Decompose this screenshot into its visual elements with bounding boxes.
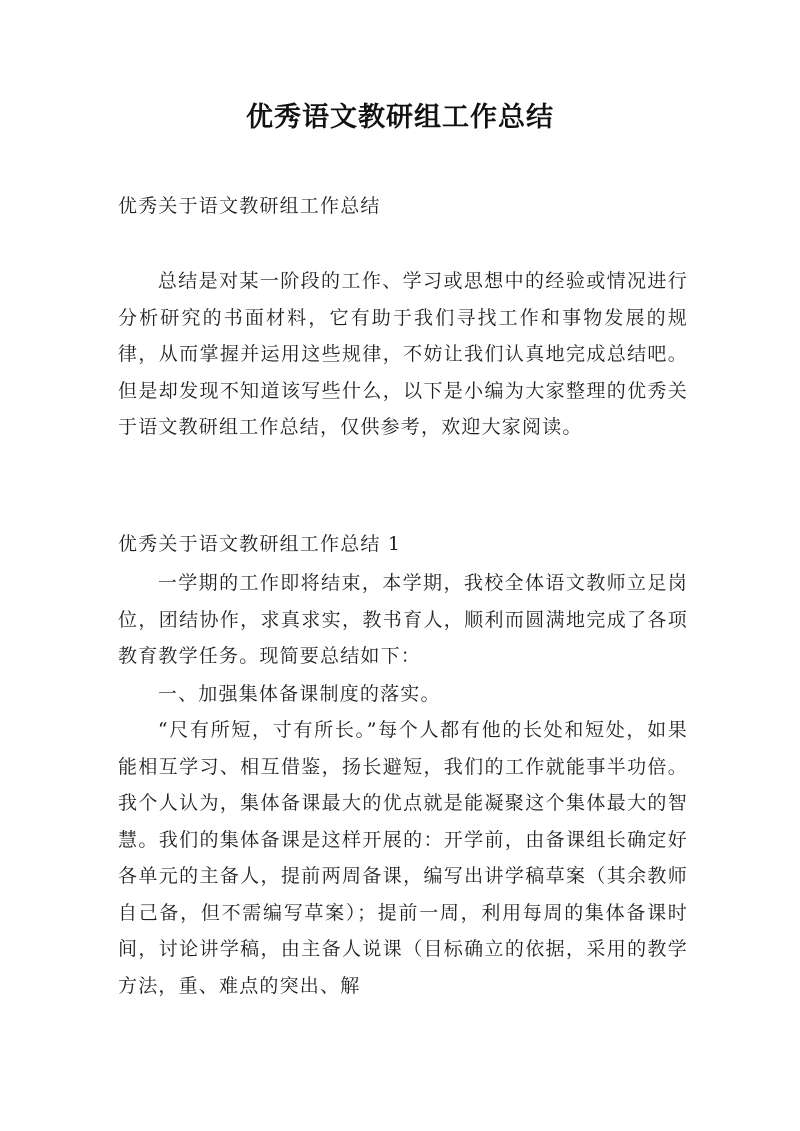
list-item-1: 一、加强集体备课制度的落实。 bbox=[157, 683, 441, 705]
document-subtitle: 优秀关于语文教研组工作总结 bbox=[118, 195, 381, 217]
document-title: 优秀语文教研组工作总结 bbox=[246, 102, 554, 133]
body-paragraph-1: 一学期的工作即将结束，本学期，我校全体语文教师立足岗位，团结协作，求真求实，教书育人，顺利而圆满地完成了各项教育教学任务。现简要总结如下： bbox=[118, 572, 688, 667]
intro-paragraph: 总结是对某一阶段的工作、学习或思想中的经验或情况进行分析研究的书面材料，它有助于我们寻找工作和事物发展的规律，从而掌握并运用这些规律，不妨让我们认真地完成总结吧。但是却发现不知道该写些什么，以下是小编为大家整理的优秀关于语文教研组工作总结，仅供参考，欢迎大家阅读。 bbox=[118, 270, 688, 438]
section-heading: 优秀关于语文教研组工作总结 1 bbox=[118, 533, 402, 555]
body-paragraph-2: “尺有所短，寸有所长。”每个人都有他的长处和短处，如果能相互学习、相互借鉴，扬长避短，我们的工作就能事半功倍。我个人认为，集体备课最大的优点就是能凝聚这个集体最大的智慧。我们的集体备课是这样开展的：开学前，由备课组长确定好各单元的主备人，提前两周备课，编写出讲学稿草案（其余教师自己备，但不需编写草案）；提前一周，利用每周的集体备课时间，讨论讲学稿，由主备人说课（目标确立的依据，采用的教学方法，重、难点的突出、解 bbox=[118, 719, 688, 997]
